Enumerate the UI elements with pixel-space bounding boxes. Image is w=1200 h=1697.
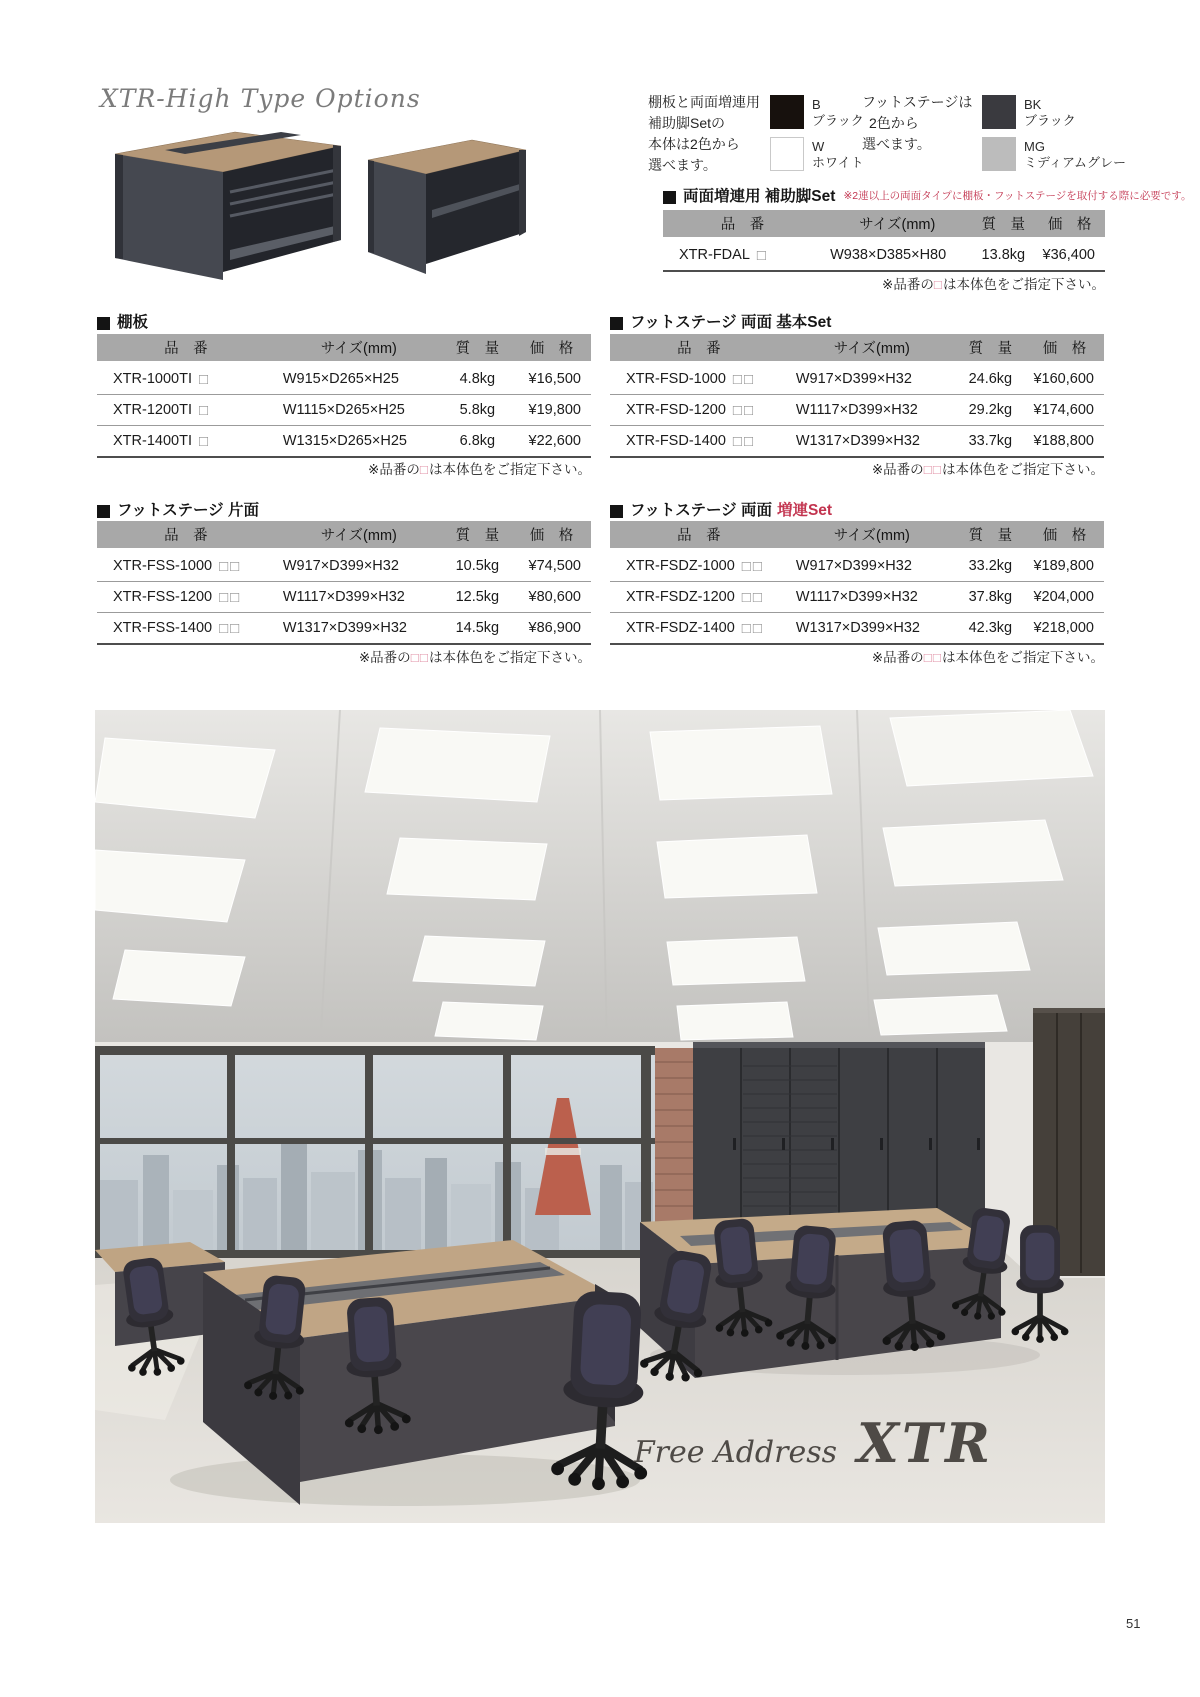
part-number: XTR-FSS-1200 <box>113 589 213 605</box>
part-number: XTR-FDAL <box>679 247 750 263</box>
size-value: W1117×D399×H32 <box>282 589 405 605</box>
price-value: ¥174,600 <box>1033 402 1094 418</box>
color-box-placeholder: □□ <box>732 401 756 419</box>
swatch-black-b <box>770 95 804 129</box>
footnote-color-box: □□ <box>410 650 429 665</box>
weight-value: 6.8kg <box>459 433 496 449</box>
table-fdal <box>663 210 1105 272</box>
table-row <box>97 613 591 645</box>
color-box-placeholder: □ <box>198 432 211 450</box>
table-header: 品 番 サイズ(mm) 質 量 価 格 <box>97 334 591 361</box>
size-value: W1317×D399×H32 <box>795 433 920 449</box>
swatch-mediumgray-mg <box>982 137 1016 171</box>
weight-value: 4.8kg <box>459 371 496 387</box>
footnote-tana: ※品番の□は本体色をご指定下さい。 <box>368 462 591 477</box>
fdal-red-note: ※2連以上の両面タイプに棚板・フットステージを取付する際に必要です。 <box>843 190 1192 202</box>
color-box-placeholder: □□ <box>741 588 764 606</box>
swatch-black-bk <box>982 95 1016 129</box>
footnote-color-box: □□ <box>923 650 942 665</box>
table-row <box>610 426 1104 458</box>
size-value: W1317×D399×H32 <box>795 620 920 636</box>
table-row <box>97 395 591 426</box>
swatch-label-mg: MG ミディアムグレー <box>1024 139 1127 170</box>
part-number: XTR-1000TI <box>113 371 192 387</box>
part-number: XTR-FSDZ-1400 <box>626 620 735 636</box>
foot-color-note: フットステージは 2色から 選べます。 <box>862 94 973 152</box>
price-value: ¥80,600 <box>528 589 581 605</box>
color-box-placeholder: □□ <box>732 432 756 450</box>
weight-value: 13.8kg <box>981 247 1026 263</box>
weight-value: 10.5kg <box>455 558 500 574</box>
color-box-placeholder: □ <box>756 246 768 264</box>
color-box-placeholder: □ <box>198 401 211 419</box>
price-value: ¥19,800 <box>528 402 581 418</box>
color-box-placeholder: □□ <box>219 619 242 637</box>
swatch-label-w: W ホワイト <box>812 139 864 170</box>
section-marker <box>610 317 623 330</box>
part-number: XTR-1400TI <box>113 433 192 449</box>
section-marker <box>610 505 623 518</box>
desk-illustration-double <box>103 120 351 288</box>
weight-value: 14.5kg <box>455 620 500 636</box>
color-box-placeholder: □□ <box>219 557 242 575</box>
price-value: ¥204,000 <box>1033 589 1094 605</box>
price-value: ¥16,500 <box>528 371 581 387</box>
section-title-tana: 棚板 <box>97 310 148 332</box>
size-value: W915×D265×H25 <box>282 371 399 387</box>
part-number: XTR-FSD-1200 <box>626 402 726 418</box>
footnote-color-box: □□ <box>923 462 942 477</box>
size-value: W938×D385×H80 <box>830 247 947 263</box>
caption-logo: XTR <box>857 1411 993 1475</box>
weight-value: 24.6kg <box>968 371 1013 387</box>
footnote-fsd: ※品番の□□は本体色をご指定下さい。 <box>871 462 1104 477</box>
size-value: W1317×D399×H32 <box>282 620 407 636</box>
office-photo <box>95 710 1105 1523</box>
section-title-fsdz: フットステージ 両面 増連Set <box>610 498 832 520</box>
part-number: XTR-FSS-1400 <box>113 620 213 636</box>
table-row <box>610 395 1104 426</box>
size-value: W917×D399×H32 <box>795 558 912 574</box>
price-value: ¥36,400 <box>1042 247 1095 263</box>
table-row <box>663 240 1105 272</box>
weight-value: 37.8kg <box>968 589 1013 605</box>
swatch-label-b: B ブラック <box>812 97 864 128</box>
table-row <box>610 364 1104 395</box>
section-title-fsd: フットステージ 両面 基本Set <box>610 310 831 332</box>
table-header: 品 番 サイズ(mm) 質 量 価 格 <box>610 521 1104 548</box>
weight-value: 42.3kg <box>968 620 1013 636</box>
size-value: W917×D399×H32 <box>795 371 912 387</box>
desk-illustration-single <box>360 130 532 282</box>
price-value: ¥22,600 <box>528 433 581 449</box>
swatch-white-w <box>770 137 804 171</box>
color-box-placeholder: □□ <box>732 370 756 388</box>
photo-caption <box>634 1411 993 1475</box>
footnote-color-box: □ <box>933 277 943 292</box>
table-row <box>97 364 591 395</box>
price-value: ¥74,500 <box>528 558 581 574</box>
color-box-placeholder: □□ <box>741 619 764 637</box>
size-value: W917×D399×H32 <box>282 558 399 574</box>
price-value: ¥160,600 <box>1033 371 1094 387</box>
part-number: XTR-FSD-1400 <box>626 433 726 449</box>
footnote-fdal: ※品番の□は本体色をご指定下さい。 <box>882 277 1105 292</box>
footnote-color-box: □ <box>419 462 429 477</box>
table-header: 品 番 サイズ(mm) 質 量 価 格 <box>97 521 591 548</box>
size-value: W1117×D399×H32 <box>795 589 918 605</box>
weight-value: 12.5kg <box>455 589 500 605</box>
color-box-placeholder: □□ <box>741 557 764 575</box>
table-row <box>610 551 1104 582</box>
size-value: W1315×D265×H25 <box>282 433 407 449</box>
section-marker <box>97 505 110 518</box>
table-header: 品 番 サイズ(mm) 質 量 価 格 <box>663 210 1105 237</box>
price-value: ¥189,800 <box>1033 558 1094 574</box>
part-number: XTR-1200TI <box>113 402 192 418</box>
office-photo-illustration <box>95 710 1105 1523</box>
section-title-fdal: 両面増連用 補助脚Set ※2連以上の両面タイプに棚板・フットステージを取付する際に必要です。 <box>663 184 1191 206</box>
part-number: XTR-FSDZ-1200 <box>626 589 735 605</box>
swatch-label-bk: BK ブラック <box>1024 97 1076 128</box>
color-box-placeholder: □ <box>198 370 211 388</box>
table-row <box>610 613 1104 645</box>
price-value: ¥188,800 <box>1033 433 1094 449</box>
size-value: W1117×D399×H32 <box>795 402 918 418</box>
part-number: XTR-FSDZ-1000 <box>626 558 735 574</box>
price-value: ¥86,900 <box>528 620 581 636</box>
section-title-fss: フットステージ 片面 <box>97 498 259 520</box>
footnote-fsdz: ※品番の□□は本体色をご指定下さい。 <box>871 650 1104 665</box>
part-number: XTR-FSS-1000 <box>113 558 213 574</box>
table-fsd <box>610 334 1104 458</box>
part-number: XTR-FSD-1000 <box>626 371 726 387</box>
fsdz-title-red: 増連Set <box>776 502 833 519</box>
table-fss <box>97 521 591 645</box>
page-number: 51 <box>1126 1616 1141 1631</box>
table-row <box>97 582 591 613</box>
weight-value: 33.7kg <box>968 433 1013 449</box>
page-title: XTR-High Type Options <box>100 84 421 113</box>
size-value: W1115×D265×H25 <box>282 402 405 418</box>
color-box-placeholder: □□ <box>219 588 242 606</box>
footnote-fss: ※品番の□□は本体色をご指定下さい。 <box>358 650 591 665</box>
price-value: ¥218,000 <box>1033 620 1094 636</box>
table-row <box>97 426 591 458</box>
weight-value: 5.8kg <box>459 402 496 418</box>
body-color-note: 棚板と両面増連用 補助脚Setの 本体は2色から 選べます。 <box>648 94 760 173</box>
section-marker <box>663 191 676 204</box>
table-tana <box>97 334 591 458</box>
weight-value: 29.2kg <box>968 402 1013 418</box>
caption-script: Free Address <box>633 1435 838 1470</box>
section-marker <box>97 317 110 330</box>
table-header: 品 番 サイズ(mm) 質 量 価 格 <box>610 334 1104 361</box>
weight-value: 33.2kg <box>968 558 1013 574</box>
table-fsdz <box>610 521 1104 645</box>
table-row <box>97 551 591 582</box>
table-row <box>610 582 1104 613</box>
